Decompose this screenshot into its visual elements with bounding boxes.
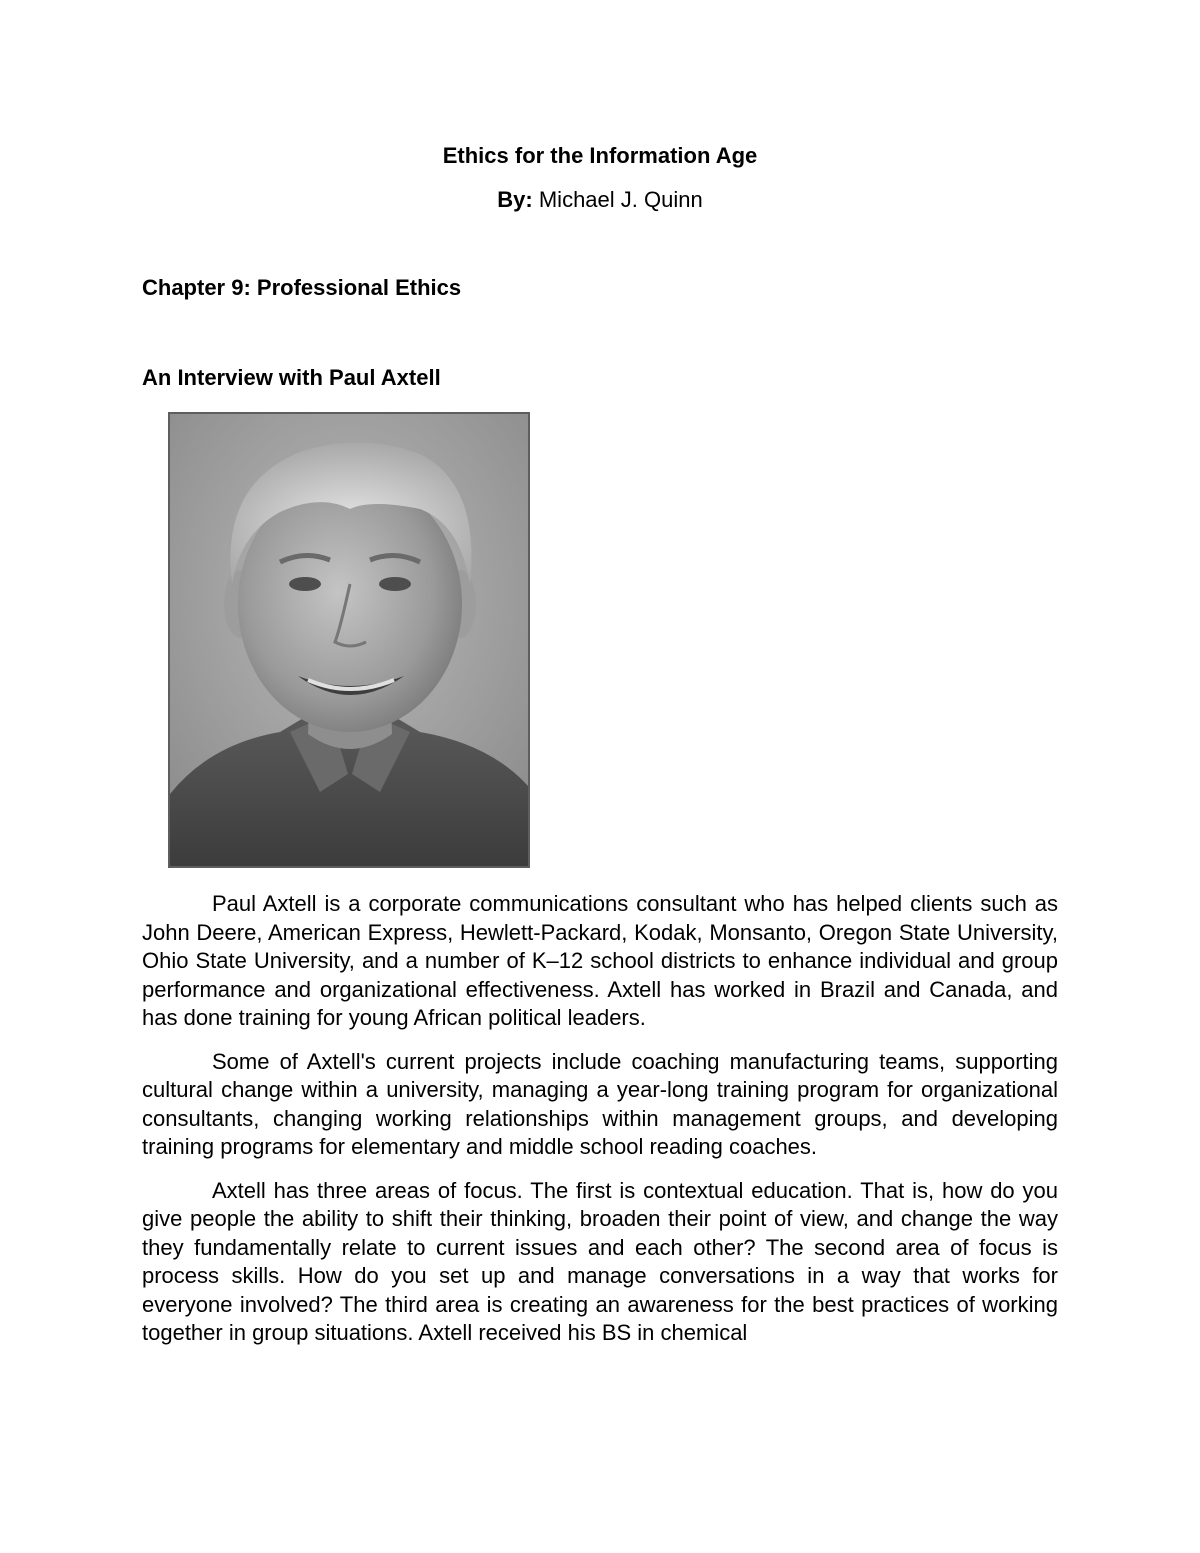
chapter-heading: Chapter 9: Professional Ethics — [142, 275, 462, 300]
byline-label: By: — [497, 187, 533, 212]
paragraph-focus: Axtell has three areas of focus. The first is contextual education. That is, how do you give people the ability to shift their thinking, broaden their point of view, and change the way they fundamentally relate to current issues and each other? The second area of focus is process skills. How do you set up and manage conversations in a way that works for everyone involved? The third area is creating an awareness for the best practices of working together in group situations. Axtell received his BS in chemical — [142, 1177, 1058, 1345]
byline — [0, 187, 1200, 213]
section-heading: An Interview with Paul Axtell — [142, 365, 441, 390]
article-body — [142, 890, 1058, 1363]
portrait-illustration — [170, 414, 528, 866]
document-title: Ethics for the Information Age — [442, 143, 758, 168]
author-name: Michael J. Quinn — [538, 187, 703, 212]
portrait-photo — [168, 412, 530, 868]
paragraph-bio: Paul Axtell is a corporate communications consultant who has helped clients such as John Deere, American Express, Hewlett-Packard, Kodak, Monsanto, Oregon State University, Ohio State University, and a number of K–12 school districts to enhance individual and group performance and organizational effectiveness. Axtell has worked in Brazil and Canada, and has done training for young African political leaders. — [142, 891, 1058, 1030]
paragraph-projects: Some of Axtell's current projects include coaching manufacturing teams, supporting cultural change within a university, managing a year-long training program for organizational consultants, changing working relationships within management groups, and developing training programs for elementary and middle school reading coaches. — [142, 1048, 1058, 1159]
